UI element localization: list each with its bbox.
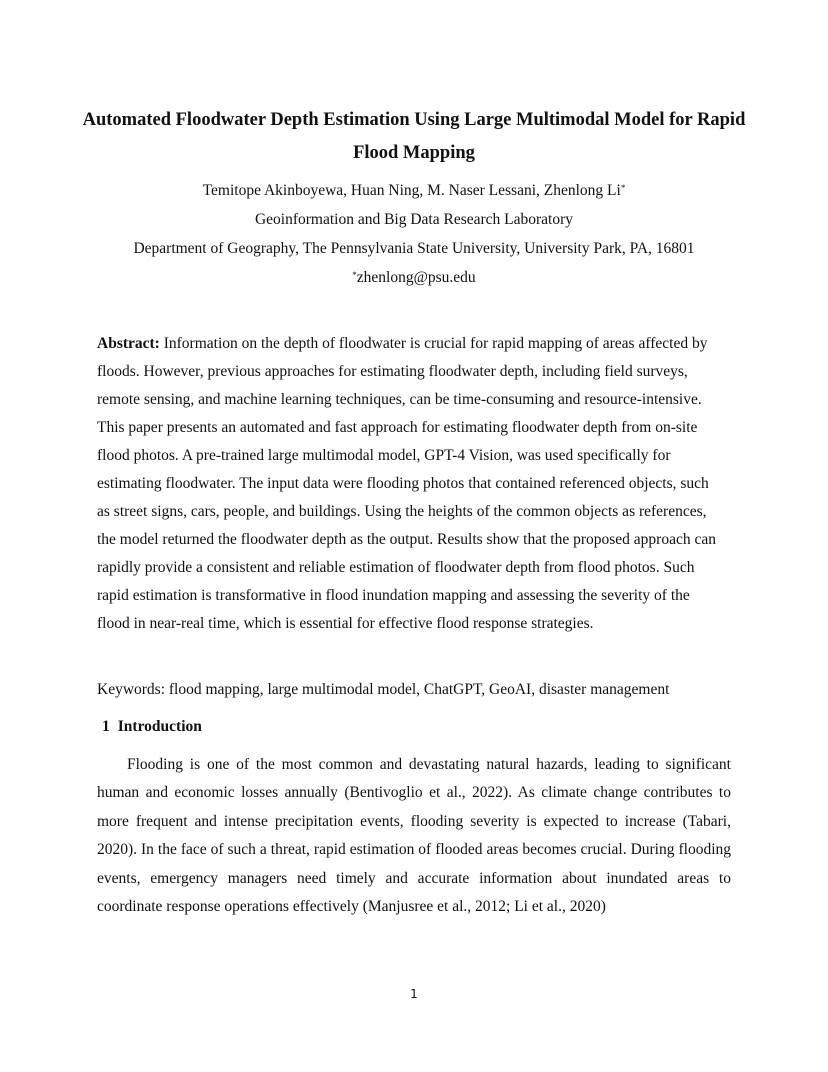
affiliation-lab: Geoinformation and Big Data Research Laboratory [254, 211, 574, 228]
page-number: 1 [410, 987, 418, 1001]
section-title: Introduction [117, 718, 202, 735]
email-mark: * [352, 270, 357, 280]
keywords: Keywords: flood mapping, large multimodal model, ChatGPT, GeoAI, disaster management [97, 681, 670, 698]
abstract [97, 330, 723, 638]
corresponding-author-mark: * [620, 183, 626, 193]
author-list [0, 181, 828, 201]
introduction-paragraph: Flooding is one of the most common and devastating natural hazards, leading to significant human and economic losses annually (Bentivoglio et al., 2022). As climate change contributes to more frequent and intense precipitation events, flooding severity is expected to increase (Tabari, 2020). In the face of such a threat, rapid estimation of flooded areas becomes crucial. During flooding events, emergency managers need timely and accurate information about inundated areas to coordinate response operations effectively (Manjusree et al., 2012; Li et al., 2020) [97, 756, 731, 916]
abstract-label: Abstract: [97, 335, 160, 352]
abstract-text: Information on the depth of floodwater is crucial for rapid mapping of areas affected by floods. However, previous approaches for estimating floodwater depth, including field surveys, remote sensing, and machine learning techniques, can be time-consuming and resource-intensive. This paper presents an automated and fast approach for estimating floodwater depth from on-site flood photos. A pre-trained large multimodal model, GPT-4 Vision, was used specifically for estimating floodwater. The input data were flooding photos that contained referenced objects, such as street signs, cars, people, and buildings. Using the heights of the common objects as references, the model returned the floodwater depth as the output. Results show that the proposed approach can rapidly provide a consistent and reliable estimation of floodwater depth from flood photos. Such rapid estimation is transformative in flood inundation mapping and assessing the severity of the flood in near-real time, which is essential for effective flood response strategies. [97, 335, 716, 632]
section-heading-introduction [102, 713, 202, 741]
author-names: Temitope Akinboyewa, Huan Ning, M. Naser Lessani, Zhenlong Li [202, 182, 621, 199]
section-number: 1 [102, 718, 110, 735]
contact-email [0, 268, 828, 288]
affiliation-department: Department of Geography, The Pennsylvania State University, University Park, PA, 16801 [133, 240, 695, 257]
paper-title: Automated Floodwater Depth Estimation Using Large Multimodal Model for Rapid Flood Mapping [82, 110, 746, 163]
email-address[interactable]: zhenlong@psu.edu [356, 269, 476, 286]
